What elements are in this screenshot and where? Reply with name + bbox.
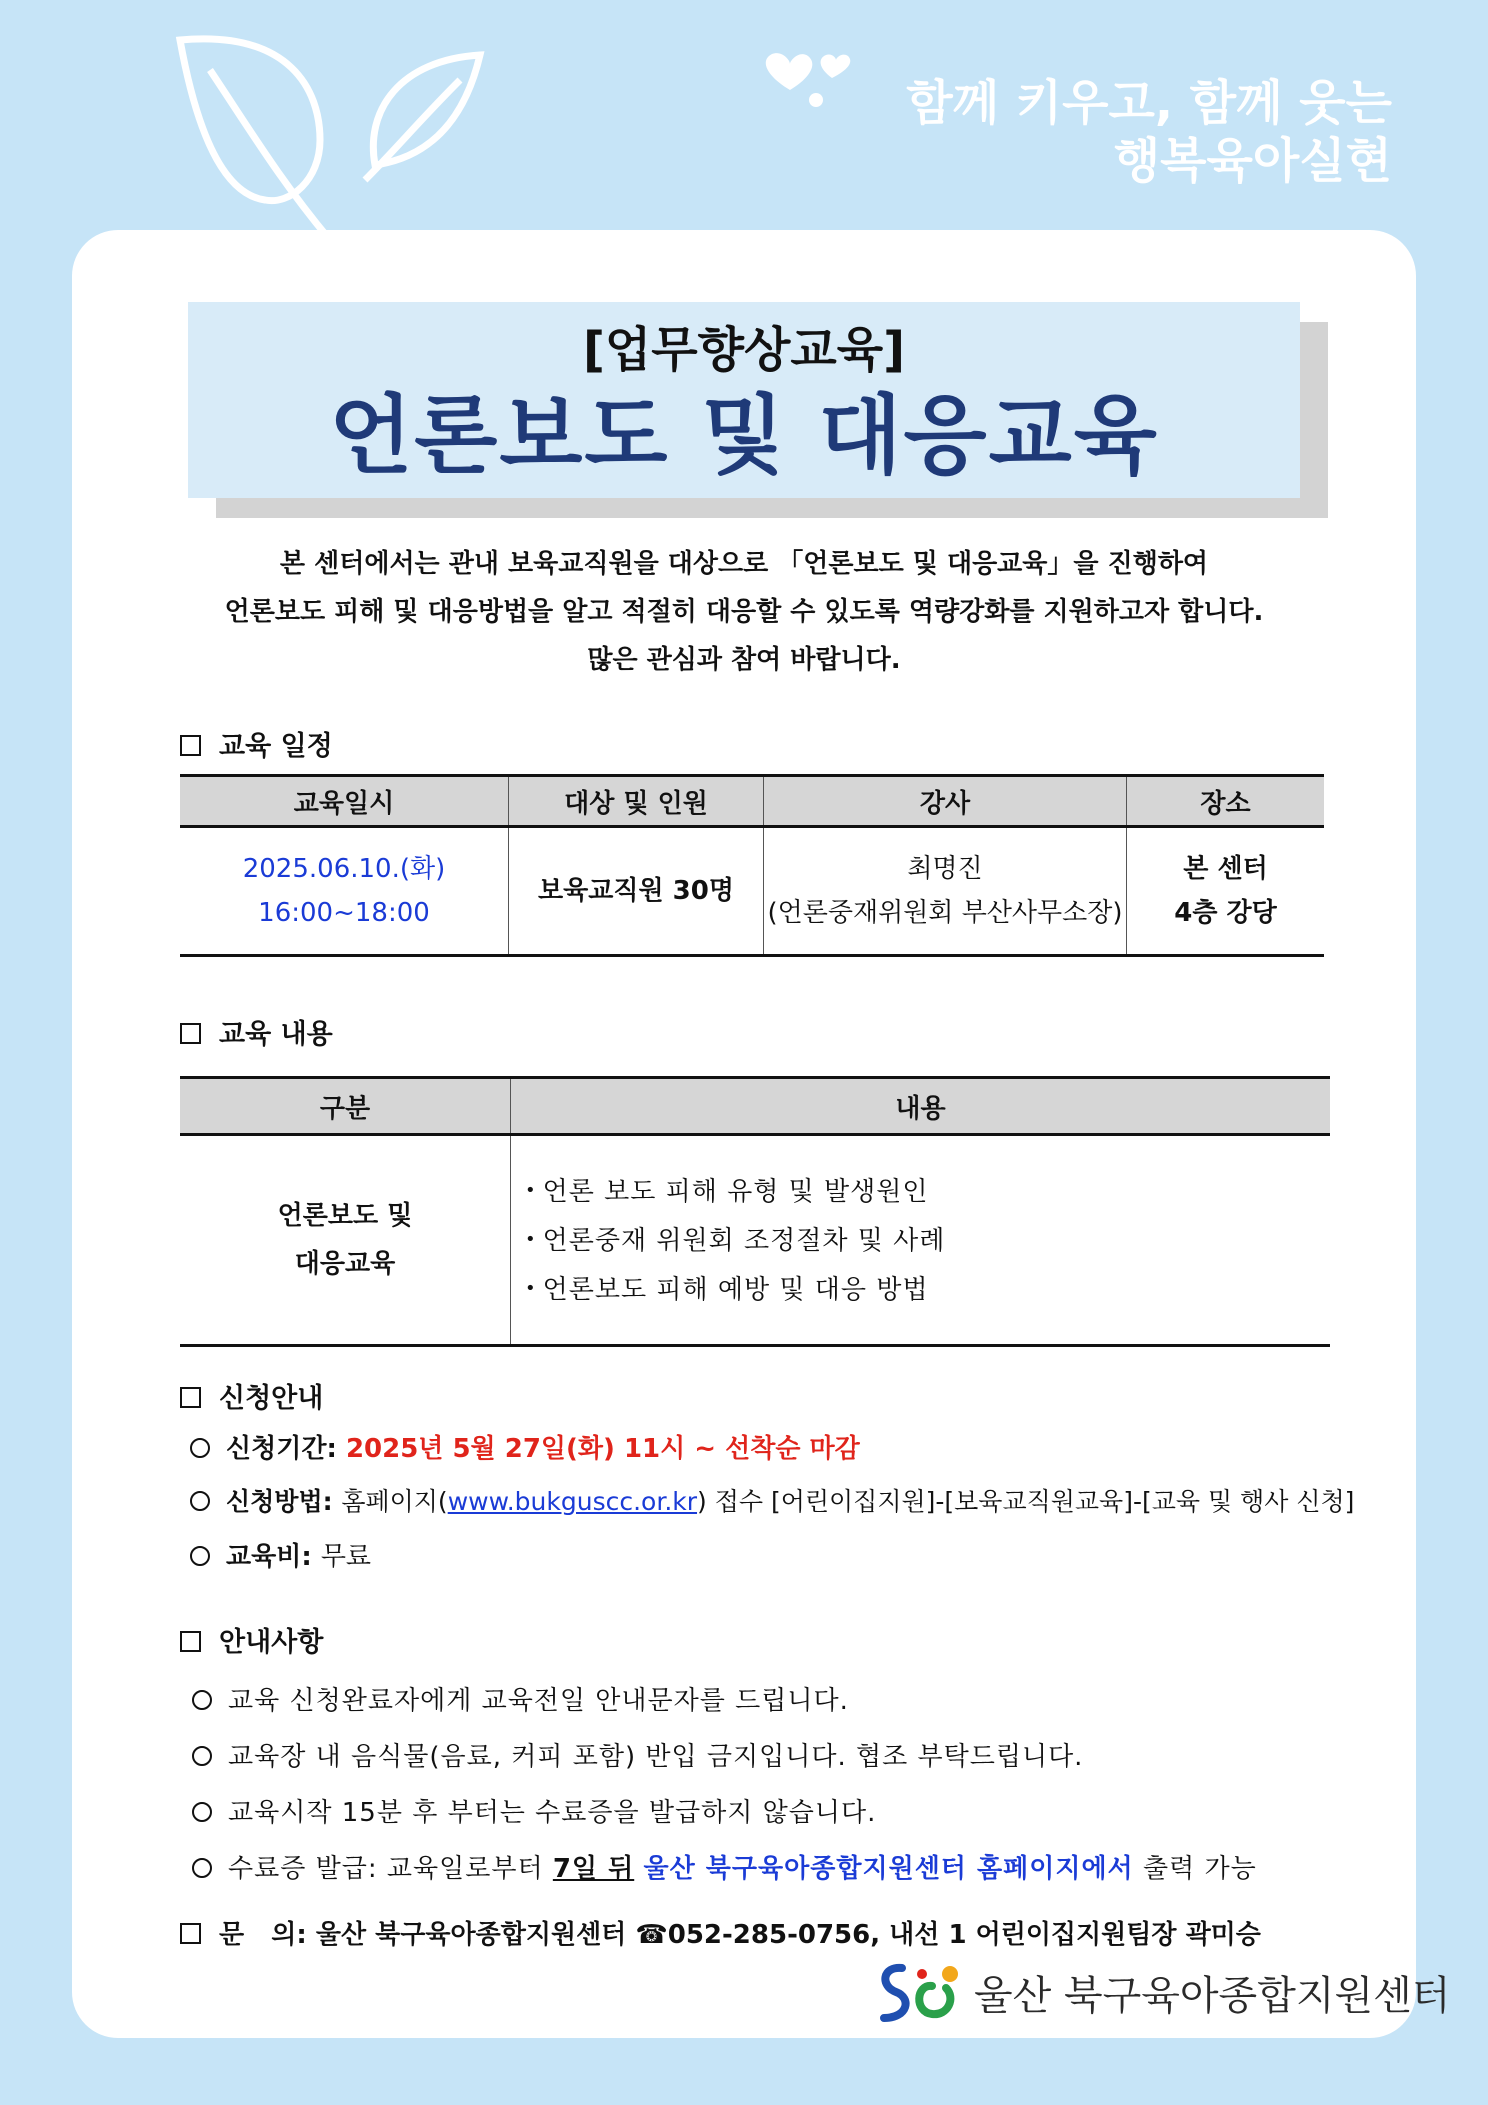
title-sub: [업무향상교육] — [582, 322, 906, 378]
notice-item: 교육시작 15분 후 부터는 수료증을 발급하지 않습니다. — [192, 1792, 876, 1829]
slogan-line1: 함께 키우고, 함께 웃는 — [906, 75, 1392, 131]
apply-method: 신청방법: 홈페이지(www.bukguscc.or.kr) 접수 [어린이집지원]-[보육교직원교육]-[교육 및 행사 신청] — [190, 1482, 1354, 1518]
intro-line3: 많은 관심과 참여 바랍니다. — [587, 645, 901, 675]
bullet-icon: • — [525, 1179, 537, 1201]
instructor-name: 최명진 — [907, 854, 983, 884]
cell-target: 보육교직원 30명 — [509, 827, 764, 956]
circle-bullet-icon — [190, 1438, 210, 1458]
bullet-icon: • — [525, 1277, 537, 1299]
leaves-illustration — [170, 30, 500, 240]
apply-period: 신청기간: 2025년 5월 27일(화) 11시 ~ 선착순 마감 — [190, 1428, 860, 1465]
center-logo-text: 울산 북구육아종합지원센터 — [974, 1973, 1451, 2019]
category-line2: 대응교육 — [294, 1249, 396, 1279]
table-row — [180, 1135, 1330, 1346]
table-row — [180, 827, 1324, 956]
list-item: • 언론 보도 피해 유형 및 발생원인 — [525, 1176, 929, 1207]
circle-bullet-icon — [192, 1802, 212, 1822]
place-line2: 4층 강당 — [1174, 898, 1277, 928]
place-line1: 본 센터 — [1183, 854, 1268, 884]
slogan — [906, 74, 1392, 190]
slogan-line2: 행복육아실현 — [1113, 133, 1392, 189]
checkbox-square-icon — [180, 1387, 201, 1408]
intro-line1: 본 센터에서는 관내 보육교직원을 대상으로 「언론보도 및 대응교육」을 진행하여 — [279, 549, 1209, 579]
contact-info: 문 의: 울산 북구육아종합지원센터 ☎052-285-0756, 내선 1 어린이집지원팀장 곽미승 — [180, 1914, 1261, 1951]
notice-item: 수료증 발급: 교육일로부터 7일 뒤 울산 북구육아종합지원센터 홈페이지에서 출력 가능 — [192, 1848, 1257, 1885]
cell-date — [180, 827, 509, 956]
cell-instructor — [764, 827, 1127, 956]
hearts-icon — [760, 40, 860, 110]
notice-item: 교육 신청완료자에게 교육전일 안내문자를 드립니다. — [192, 1680, 849, 1717]
center-logo-icon — [872, 1958, 968, 2028]
content-table — [180, 1076, 1330, 1347]
circle-bullet-icon — [192, 1746, 212, 1766]
intro-line2: 언론보도 피해 및 대응방법을 알고 적절히 대응할 수 있도록 역량강화를 지원하고자 합니다. — [224, 597, 1264, 627]
notice-item: 교육장 내 음식물(음료, 커피 포함) 반입 금지입니다. 협조 부탁드립니다. — [192, 1736, 1083, 1773]
checkbox-square-icon — [180, 1923, 201, 1944]
bullet-icon: • — [525, 1228, 537, 1250]
schedule-heading: 교육 일정 — [180, 724, 333, 763]
circle-bullet-icon — [192, 1690, 212, 1710]
intro-text — [150, 540, 1338, 684]
header-instructor: 강사 — [764, 776, 1127, 827]
content-heading: 교육 내용 — [180, 1012, 333, 1051]
date-text: 2025.06.10.(화) — [242, 854, 446, 884]
instructor-title: (언론중재위원회 부산사무소장) — [767, 898, 1123, 928]
cell-place — [1127, 827, 1325, 956]
title-box — [188, 302, 1300, 498]
schedule-table — [180, 774, 1324, 957]
table-header-row — [180, 1078, 1330, 1135]
checkbox-square-icon — [180, 735, 201, 756]
list-item: • 언론중재 위원회 조정절차 및 사례 — [525, 1225, 946, 1256]
table-header-row — [180, 776, 1324, 827]
category-line1: 언론보도 및 — [277, 1201, 413, 1231]
header-target: 대상 및 인원 — [509, 776, 764, 827]
header-category: 구분 — [180, 1078, 511, 1135]
circle-bullet-icon — [190, 1491, 210, 1511]
cell-category — [180, 1135, 511, 1346]
circle-bullet-icon — [190, 1546, 210, 1566]
circle-bullet-icon — [192, 1858, 212, 1878]
header-content: 내용 — [511, 1078, 1331, 1135]
cell-content-list — [511, 1135, 1331, 1346]
header-date: 교육일시 — [180, 776, 509, 827]
page-title: 언론보도 및 대응교육 — [329, 386, 1159, 486]
checkbox-square-icon — [180, 1631, 201, 1652]
list-item: • 언론보도 피해 예방 및 대응 방법 — [525, 1274, 929, 1305]
apply-period-value: 2025년 5월 27일(화) 11시 ~ 선착순 마감 — [345, 1434, 860, 1464]
notice-heading: 안내사항 — [180, 1620, 323, 1659]
apply-heading: 신청안내 — [180, 1376, 323, 1415]
checkbox-square-icon — [180, 1023, 201, 1044]
homepage-link[interactable]: www.bukguscc.or.kr — [447, 1487, 698, 1516]
apply-fee: 교육비: 무료 — [190, 1536, 371, 1573]
header-place: 장소 — [1127, 776, 1325, 827]
time-text: 16:00~18:00 — [258, 898, 430, 928]
